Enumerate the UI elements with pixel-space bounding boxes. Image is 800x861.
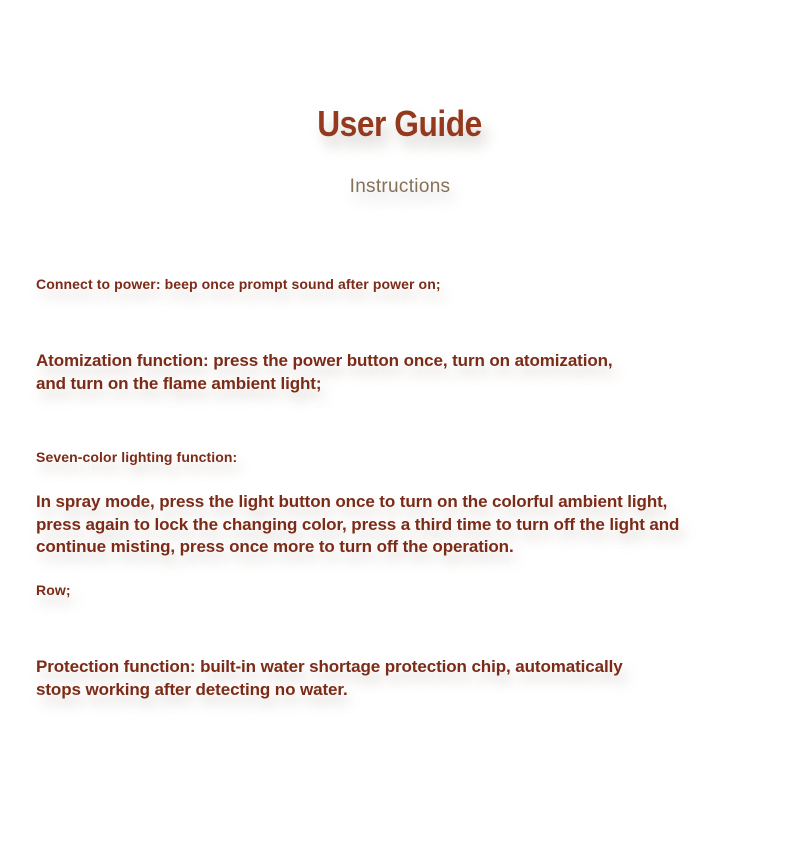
paragraph-line: Connect to power: beep once prompt sound after power on;: [36, 276, 441, 292]
paragraph-seven-color-body: [36, 491, 770, 559]
paragraph-line: continue misting, press once more to turn off the operation.: [36, 537, 514, 556]
paragraph-protection-function: [36, 656, 770, 701]
paragraph-line: In spray mode, press the light button once to turn on the colorful ambient light,: [36, 492, 668, 511]
paragraph-line: press again to lock the changing color, press a third time to turn off the light and: [36, 514, 680, 534]
page-title-text: User Guide: [317, 103, 483, 144]
paragraph-seven-color-heading: [36, 448, 770, 467]
paragraph-line: Atomization function: press the power button once, turn on atomization,: [36, 351, 613, 370]
paragraph-connect-to-power: [36, 275, 770, 294]
paragraph-line: stops working after detecting no water.: [36, 679, 348, 699]
page-title: [0, 103, 800, 145]
paragraph-row: [36, 581, 770, 600]
paragraph-line: and turn on the flame ambient light;: [36, 373, 322, 393]
paragraph-line: Row;: [36, 582, 71, 598]
page-subtitle: Instructions: [349, 176, 451, 197]
paragraph-atomization-function: [36, 350, 770, 395]
paragraph-line: Seven-color lighting function:: [36, 449, 238, 465]
paragraph-line: Protection function: built-in water shortage protection chip, automatically: [36, 657, 623, 676]
